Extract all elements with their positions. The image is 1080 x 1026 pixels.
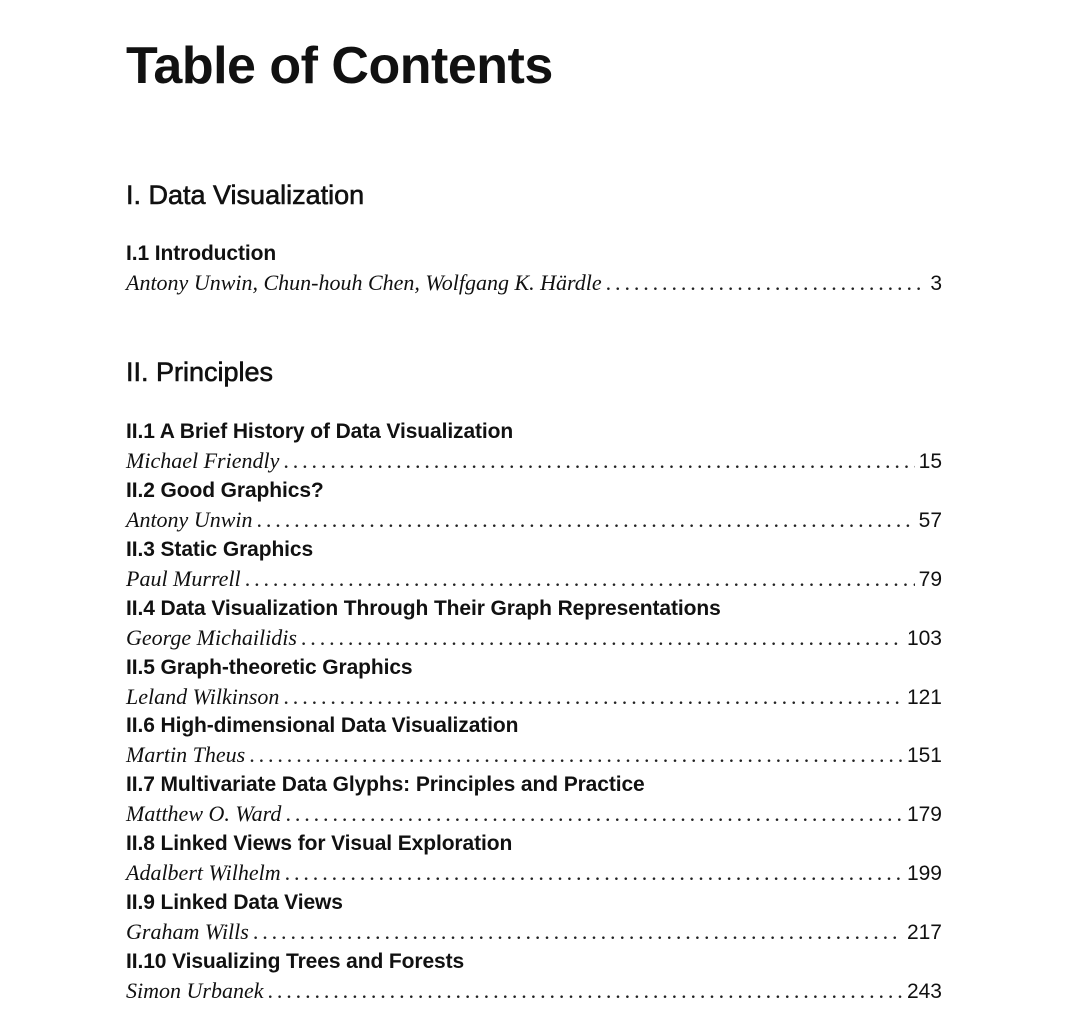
chapter-title: II.7 Multivariate Data Glyphs: Principles and Practice — [126, 773, 645, 797]
page-number: 243 — [906, 980, 942, 1004]
chapter-list-part-1 — [126, 240, 942, 299]
dot-leader — [285, 858, 903, 888]
author-line — [126, 917, 942, 948]
chapter-authors: George Michailidis — [126, 624, 297, 650]
toc-entry[interactable] — [126, 948, 942, 1007]
dot-leader — [285, 799, 903, 829]
chapter-title: II.6 High-dimensional Data Visualization — [126, 714, 519, 738]
dot-leader — [606, 268, 927, 298]
chapter-authors: Paul Murrell — [126, 565, 241, 591]
author-line — [126, 858, 942, 889]
author-line — [126, 564, 942, 595]
part-heading-data-visualization: I. Data Visualization — [126, 180, 365, 210]
page-number: 79 — [918, 567, 942, 591]
chapter-authors: Leland Wilkinson — [126, 683, 280, 709]
chapter-title: II.2 Good Graphics? — [126, 478, 324, 502]
dot-leader — [283, 682, 903, 712]
chapter-authors: Antony Unwin — [126, 506, 253, 532]
author-line — [126, 799, 942, 830]
toc-entry[interactable] — [126, 240, 942, 299]
toc-entry[interactable] — [126, 595, 942, 654]
page-number: 103 — [906, 626, 942, 650]
chapter-title: I.1 Introduction — [126, 242, 277, 265]
author-line — [126, 268, 942, 299]
author-line — [126, 976, 942, 1007]
toc-entry[interactable] — [126, 654, 942, 713]
toc-entry[interactable] — [126, 771, 942, 830]
chapter-title: II.1 A Brief History of Data Visualization — [126, 420, 514, 443]
dot-leader — [267, 976, 902, 1006]
chapter-authors: Adalbert Wilhelm — [126, 860, 281, 886]
chapter-authors: Matthew O. Ward — [126, 801, 282, 827]
author-line — [126, 505, 942, 536]
chapter-authors: Simon Urbanek — [126, 978, 264, 1004]
dot-leader — [301, 623, 903, 653]
toc-entry[interactable] — [126, 477, 942, 536]
dot-leader — [283, 446, 914, 476]
chapter-authors: Antony Unwin, Chun-houh Chen, Wolfgang K. Härdle — [126, 270, 602, 295]
author-line — [126, 446, 942, 477]
toc-entry[interactable] — [126, 889, 942, 948]
chapter-authors: Graham Wills — [126, 919, 249, 945]
chapter-title: II.5 Graph-theoretic Graphics — [126, 655, 413, 679]
chapter-title: II.9 Linked Data Views — [126, 891, 343, 915]
toc-entry[interactable] — [126, 536, 942, 595]
chapter-authors: Michael Friendly — [126, 448, 280, 473]
dot-leader — [249, 740, 903, 770]
author-line — [126, 682, 942, 713]
page-number: 3 — [930, 272, 942, 295]
chapter-authors: Martin Theus — [126, 742, 246, 768]
page-number: 57 — [918, 508, 942, 532]
dot-leader — [245, 564, 915, 594]
author-line — [126, 623, 942, 654]
page-number: 151 — [906, 744, 942, 768]
chapter-title: II.8 Linked Views for Visual Exploration — [126, 832, 513, 856]
part-heading-principles: II. Principles — [126, 357, 274, 387]
dot-leader — [257, 505, 915, 535]
chapter-title: II.3 Static Graphics — [126, 537, 314, 561]
toc-entry[interactable] — [126, 712, 942, 771]
chapter-title: II.10 Visualizing Trees and Forests — [126, 950, 465, 974]
toc-entry[interactable] — [126, 418, 942, 477]
page-number: 15 — [918, 450, 942, 473]
toc-entry[interactable] — [126, 830, 942, 889]
page-number: 179 — [906, 803, 942, 827]
page-title: Table of Contents — [126, 37, 553, 95]
page-number: 199 — [906, 862, 942, 886]
chapter-list-part-2 — [126, 418, 942, 1007]
page-number: 121 — [906, 685, 942, 709]
chapter-title: II.4 Data Visualization Through Their Graph Representations — [126, 596, 721, 620]
page-number: 217 — [906, 921, 942, 945]
dot-leader — [253, 917, 903, 947]
author-line — [126, 740, 942, 771]
